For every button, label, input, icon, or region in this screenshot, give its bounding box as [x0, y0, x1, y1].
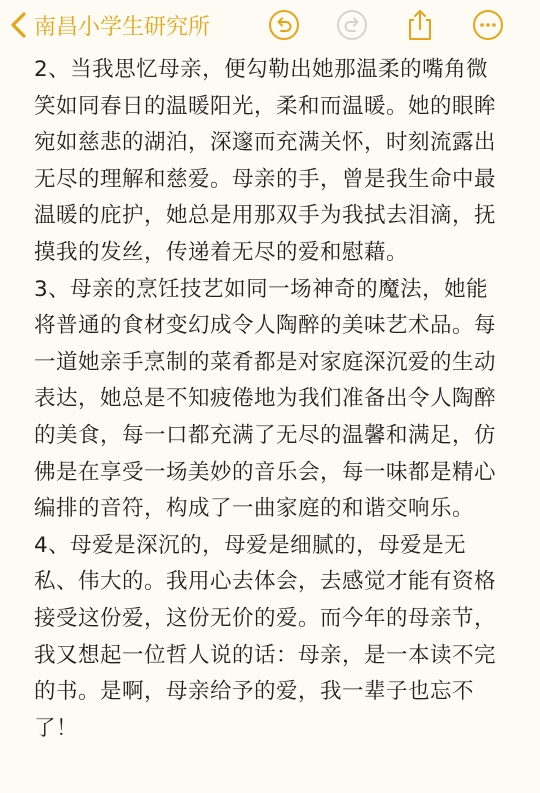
navigation-bar	[0, 0, 540, 50]
redo-button[interactable]	[318, 9, 386, 41]
more-icon	[472, 9, 504, 41]
back-label: 南昌小学生研究所	[34, 14, 211, 40]
back-button[interactable]	[8, 10, 210, 41]
toolbar	[250, 8, 522, 42]
redo-icon	[336, 9, 368, 41]
note-paragraph: 3、母亲的烹饪技艺如同一场神奇的魔法，她能将普通的食材变幻成令人陶醉的美味艺术品。每一道她亲手烹制的菜肴都是对家庭深沉爱的生动表达，她总是不知疲倦地为我们准备出令人陶醉的美食，每一口都充满了无尽的温馨和满足，仿佛是在享受一场美妙的音乐会，每一味都是精心编排的音符，构成了一曲家庭的和谐交响乐。	[34, 276, 497, 522]
note-paragraph: 4、母爱是深沉的，母爱是细腻的，母爱是无私、伟大的。我用心去体会，去感觉才能有资格接受这份爱，这份无价的爱。而今年的母亲节，我又想起一位哲人说的话：母亲，是一本读不完的书。是啊，母亲给予的爱，我一辈子也忘不了！	[34, 532, 497, 741]
chevron-left-icon	[8, 10, 30, 40]
note-body[interactable]	[34, 52, 508, 747]
share-icon	[405, 8, 435, 42]
undo-icon	[268, 9, 300, 41]
note-paragraph: 2、当我思忆母亲，便勾勒出她那温柔的嘴角微笑如同春日的温暖阳光，柔和而温暖。她的眼眸宛如慈悲的湖泊，深邃而充满关怀，时刻流露出无尽的理解和慈爱。母亲的手，曾是我生命中最温暖的庇护，她总是用那双手为我拭去泪滴，抚摸我的发丝，传递着无尽的爱和慰藉。	[34, 57, 497, 265]
share-button[interactable]	[386, 8, 454, 42]
undo-button[interactable]	[250, 9, 318, 41]
more-button[interactable]	[454, 9, 522, 41]
